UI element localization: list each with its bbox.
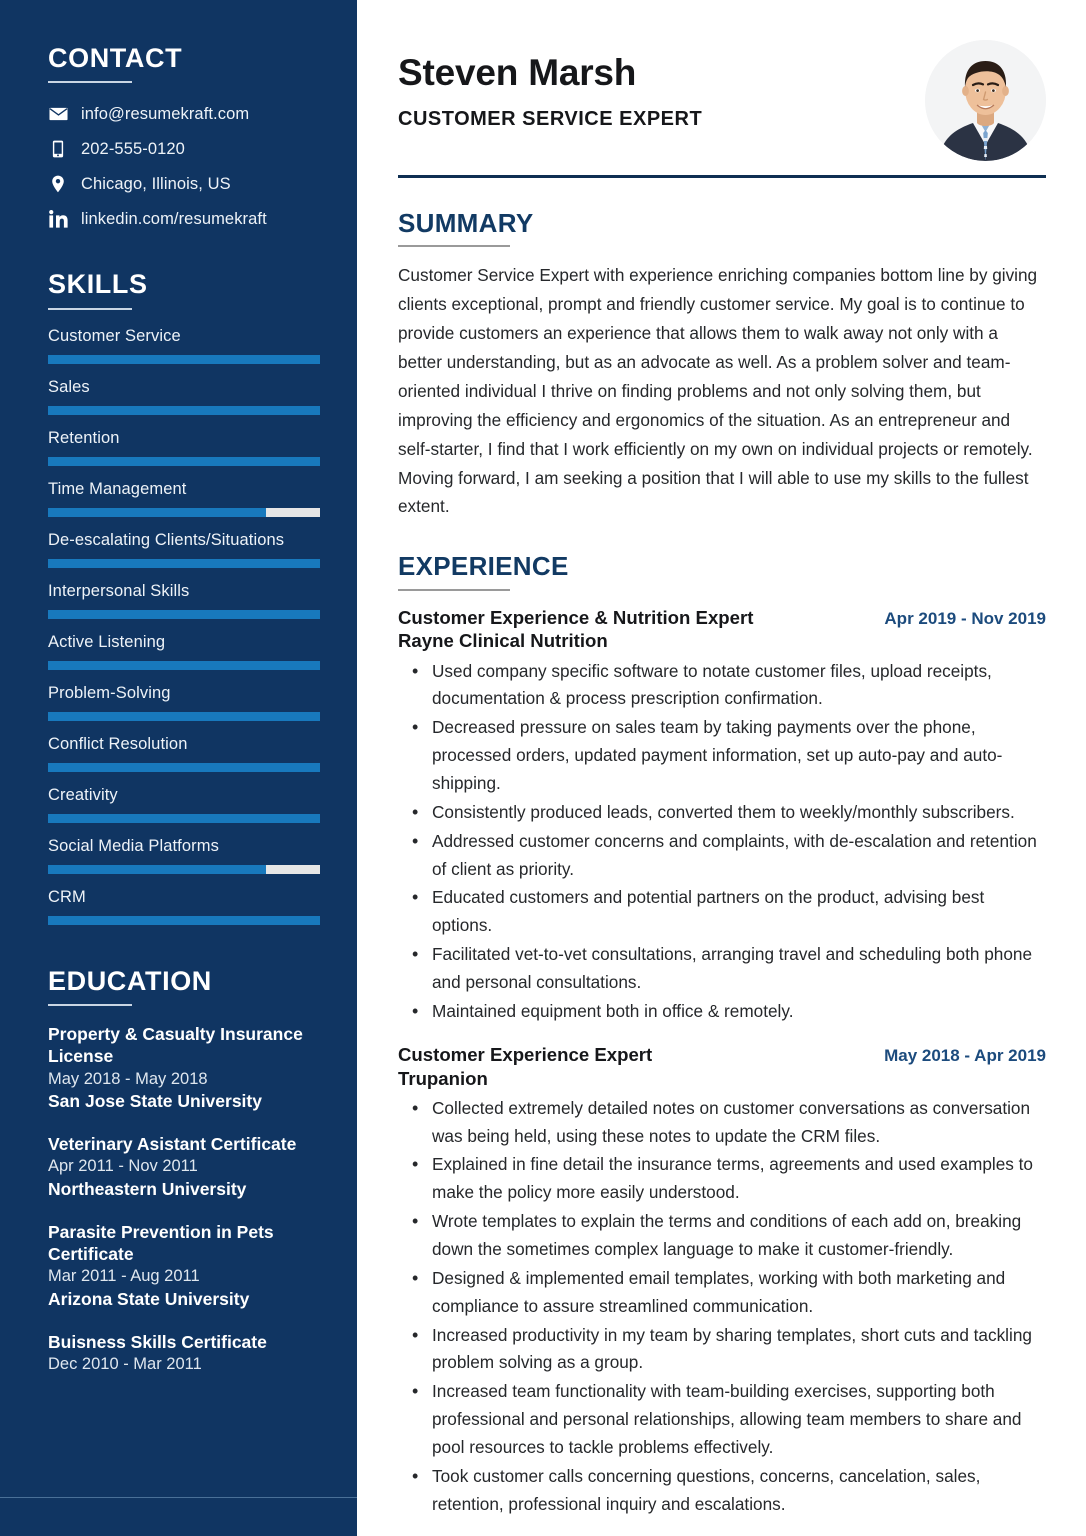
- skill-label: CRM: [48, 887, 86, 906]
- education-school: San Jose State University: [48, 1091, 262, 1112]
- skills-list: [48, 327, 323, 925]
- contact-heading: CONTACT: [48, 43, 183, 73]
- skill-bar-fill: [48, 457, 320, 466]
- experience-item-header: [398, 606, 1046, 630]
- job-role-subtitle: CUSTOMER SERVICE EXPERT: [398, 107, 703, 130]
- skill-item: [48, 735, 323, 772]
- profile-photo: [925, 40, 1046, 161]
- education-dates: May 2018 - May 2018: [48, 1069, 208, 1088]
- skill-label: Creativity: [48, 785, 118, 804]
- education-school: Northeastern University: [48, 1178, 247, 1199]
- experience-job-title: Customer Experience & Nutrition Expert: [398, 606, 754, 628]
- education-degree: Buisness Skills Certificate: [48, 1331, 267, 1352]
- contact-location-text: Chicago, Illinois, US: [81, 174, 231, 193]
- skill-bar-fill: [48, 508, 266, 517]
- skill-bar-track: [48, 406, 320, 415]
- skill-item: [48, 633, 323, 670]
- experience-bullet: • Designed & implemented email templates, working with both marketing and compliance to assure streamlined communication.: [432, 1265, 1046, 1321]
- skill-bar-fill: [48, 814, 320, 823]
- education-degree: Parasite Prevention in Pets Certificate: [48, 1221, 274, 1264]
- skill-label: Interpersonal Skills: [48, 581, 190, 600]
- skill-label: Retention: [48, 428, 120, 447]
- skill-bar-track: [48, 916, 320, 925]
- contact-item-phone[interactable]: [48, 138, 323, 160]
- contact-item-linkedin[interactable]: [48, 208, 323, 230]
- skill-item: [48, 429, 323, 466]
- contact-section: [48, 44, 323, 230]
- skill-item: [48, 837, 323, 874]
- skill-item: [48, 888, 323, 925]
- skill-label: Sales: [48, 377, 90, 396]
- experience-job-dates: May 2018 - Apr 2019: [884, 1045, 1046, 1065]
- experience-bullet: • Explained in fine detail the insurance terms, agreements and used examples to make the policy more easily understood.: [432, 1151, 1046, 1207]
- skill-bar-track: [48, 661, 320, 670]
- experience-list: [398, 606, 1046, 1519]
- header-divider: [398, 175, 1046, 178]
- education-item: [48, 1221, 323, 1311]
- main-content: [357, 0, 1086, 1536]
- education-school: Arizona State University: [48, 1288, 250, 1309]
- experience-bullet: • Took customer calls concerning questions, concerns, cancelation, sales, retention, professional inquiry and escalations.: [432, 1463, 1046, 1519]
- education-degree: Property & Casualty Insurance License: [48, 1024, 303, 1067]
- experience-company: Trupanion: [398, 1067, 488, 1089]
- summary-section: [398, 210, 1046, 521]
- skill-item: [48, 378, 323, 415]
- education-item: [48, 1023, 323, 1113]
- skill-bar-track: [48, 814, 320, 823]
- linkedin-icon: [48, 210, 68, 228]
- experience-bullet-list: [398, 658, 1046, 1026]
- phone-icon: [48, 140, 68, 158]
- skill-label: Problem-Solving: [48, 683, 171, 702]
- skill-bar-fill: [48, 916, 320, 925]
- skill-bar-fill: [48, 763, 320, 772]
- education-dates: Dec 2010 - Mar 2011: [48, 1354, 202, 1373]
- experience-bullet: • Increased team functionality with team-building exercises, supporting both professional and personal relationships, allowing team members to share and pool resources to tackle problems effectively.: [432, 1378, 1046, 1462]
- experience-bullet: • Maintained equipment both in office & remotely.: [432, 998, 1046, 1026]
- avatar: [925, 40, 1046, 161]
- contact-phone-text: 202-555-0120: [81, 139, 185, 158]
- experience-job-title: Customer Experience Expert: [398, 1043, 653, 1065]
- skill-bar-track: [48, 610, 320, 619]
- experience-company: Rayne Clinical Nutrition: [398, 630, 608, 652]
- experience-bullet: • Increased productivity in my team by sharing templates, short cuts and tackling problem solving as a group.: [432, 1322, 1046, 1378]
- summary-text: Customer Service Expert with experience enriching companies bottom line by giving clients exceptional, prompt and friendly customer service. My goal is to continue to provide customers an experience that allows them to walk away not only with a better understanding, but as an advocate as well. As a problem solver and team-oriented individual I thrive on finding problems and not only solving them, but improving the efficiency and ergonomics of the situation. As an entrepreneur and self-starter, I find that I work efficiently on my own on individual projects or remotely. Moving forward, I am seeking a position that I will able to use my skills to the fullest extent.: [398, 265, 1038, 517]
- skill-bar-fill: [48, 865, 266, 874]
- contact-list: [48, 103, 323, 230]
- skill-label: Conflict Resolution: [48, 734, 188, 753]
- skill-item: [48, 582, 323, 619]
- experience-bullet: • Decreased pressure on sales team by taking payments over the phone, processed orders, updated payment information, set up auto-pay and auto-shipping.: [432, 714, 1046, 798]
- header-text: [398, 40, 702, 131]
- skill-item: [48, 327, 323, 364]
- contact-item-location[interactable]: [48, 173, 323, 195]
- experience-bullet-list: [398, 1095, 1046, 1519]
- education-list: [48, 1023, 323, 1375]
- education-dates: Mar 2011 - Aug 2011: [48, 1267, 200, 1286]
- skill-bar-fill: [48, 610, 320, 619]
- skills-heading-rule: [48, 308, 132, 310]
- education-section: [48, 967, 323, 1376]
- skill-bar-fill: [48, 355, 320, 364]
- skill-bar-track: [48, 355, 320, 364]
- skill-label: Time Management: [48, 479, 187, 498]
- experience-heading: EXPERIENCE: [398, 551, 569, 582]
- skills-section: [48, 270, 323, 924]
- skill-item: [48, 480, 323, 517]
- experience-bullet: • Used company specific software to notate customer files, upload receipts, documentation & process prescription confirmation.: [432, 658, 1046, 714]
- contact-email-text: info@resumekraft.com: [81, 104, 250, 123]
- experience-bullet: • Collected extremely detailed notes on customer conversations as conversation was being held, using these notes to update the CRM files.: [432, 1095, 1046, 1151]
- education-heading-rule: [48, 1004, 132, 1006]
- skill-bar-track: [48, 508, 320, 517]
- sidebar-bottom-divider: [0, 1497, 357, 1498]
- experience-heading-rule: [398, 589, 510, 591]
- experience-item: [398, 606, 1046, 1026]
- skill-label: Active Listening: [48, 632, 166, 651]
- experience-job-dates: Apr 2019 - Nov 2019: [884, 608, 1046, 628]
- skill-bar-fill: [48, 559, 320, 568]
- education-item: [48, 1331, 323, 1376]
- skill-bar-track: [48, 763, 320, 772]
- summary-heading-rule: [398, 245, 510, 247]
- experience-item: [398, 1043, 1046, 1519]
- envelope-icon: [48, 107, 68, 121]
- page-title: Steven Marsh: [398, 52, 637, 93]
- contact-item-email[interactable]: [48, 103, 323, 125]
- skill-label: Social Media Platforms: [48, 836, 219, 855]
- skill-bar-track: [48, 457, 320, 466]
- education-dates: Apr 2011 - Nov 2011: [48, 1157, 198, 1176]
- skill-label: De-escalating Clients/Situations: [48, 530, 285, 549]
- skill-bar-track: [48, 865, 320, 874]
- contact-heading-rule: [48, 81, 132, 83]
- education-degree: Veterinary Asistant Certificate: [48, 1134, 297, 1154]
- skills-heading: SKILLS: [48, 269, 148, 300]
- sidebar: [0, 0, 357, 1536]
- header: [398, 40, 1046, 161]
- experience-item-header: [398, 1043, 1046, 1067]
- experience-bullet: • Addressed customer concerns and complaints, with de-escalation and retention of client as priority.: [432, 828, 1046, 884]
- experience-bullet: • Consistently produced leads, converted them to weekly/monthly subscribers.: [432, 799, 1046, 827]
- location-pin-icon: [48, 175, 68, 193]
- skill-bar-fill: [48, 406, 320, 415]
- skill-item: [48, 786, 323, 823]
- experience-bullet: • Educated customers and potential partners on the product, advising best options.: [432, 884, 1046, 940]
- summary-heading: SUMMARY: [398, 208, 534, 238]
- contact-linkedin-text: linkedin.com/resumekraft: [81, 209, 267, 228]
- skill-item: [48, 684, 323, 721]
- skill-bar-track: [48, 712, 320, 721]
- skill-bar-fill: [48, 661, 320, 670]
- education-heading: EDUCATION: [48, 965, 212, 996]
- education-item: [48, 1133, 323, 1201]
- skill-bar-fill: [48, 712, 320, 721]
- experience-section: [398, 553, 1046, 1518]
- experience-bullet: • Facilitated vet-to-vet consultations, arranging travel and scheduling both phone and personal consultations.: [432, 941, 1046, 997]
- skill-item: [48, 531, 323, 568]
- skill-label: Customer Service: [48, 326, 181, 345]
- experience-bullet: • Wrote templates to explain the terms and conditions of each add on, breaking down the sometimes complex language to make it customer-friendly.: [432, 1208, 1046, 1264]
- skill-bar-track: [48, 559, 320, 568]
